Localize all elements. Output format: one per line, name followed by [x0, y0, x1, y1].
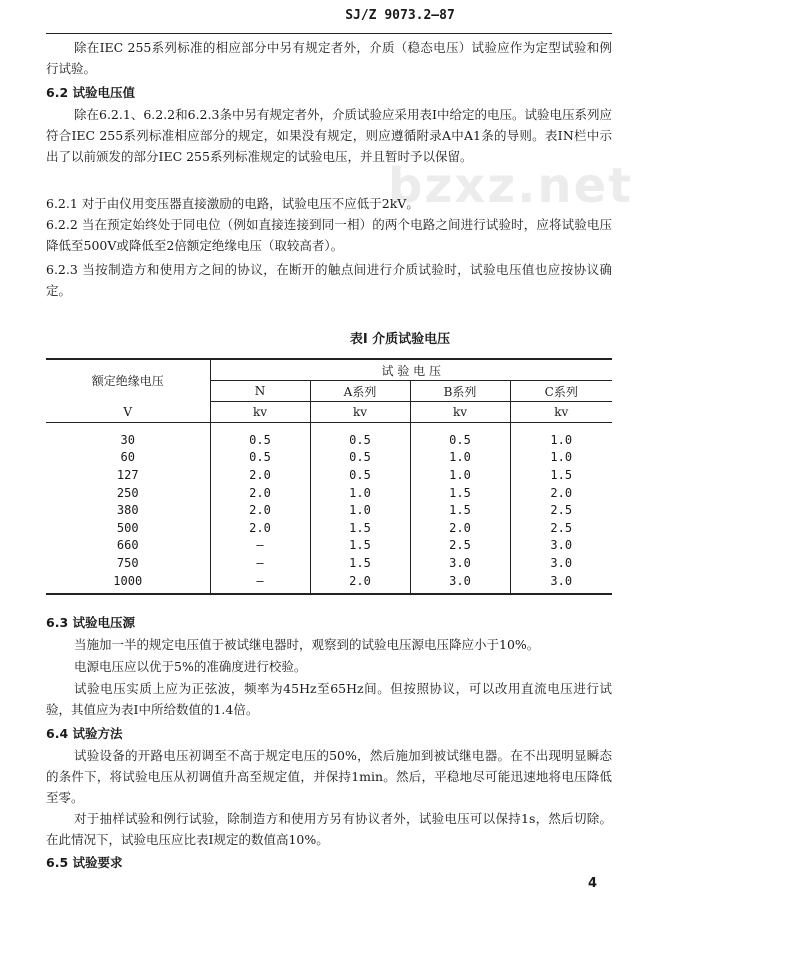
header-test-voltage: 试 验 电 压 — [210, 359, 612, 381]
section-6-4-para-1: 试验设备的开路电压初调至不高于规定电压的50%，然后施加到被试继电器。在不出现明显瞬态的条件下，将试验电压从初调值升高至规定值，并保持1min。然后，平稳地尽可能迅速地将电压降低至零。 — [46, 748, 612, 805]
cell-n: — — [210, 537, 310, 555]
table-row — [46, 572, 612, 595]
cell-a: 2.0 — [310, 572, 410, 595]
unit-c: kv — [510, 402, 612, 423]
section-6-2-body: 除在6.2.1、6.2.2和6.2.3条中另有规定者外，介质试验应采用表Ⅰ中给定的电压。试验电压系列应符合IEC 255系列标准相应部分的规定，如果没有规定，则应遵循附录A中A1条的导则。表ⅠN栏中示出了以前颁发的部分IEC 255系列标准规定的试验电压，并且暂时予以保留。 — [46, 107, 612, 164]
cell-b: 1.5 — [410, 501, 510, 519]
cell-n: 2.0 — [210, 466, 310, 484]
cell-a: 1.5 — [310, 519, 410, 537]
cell-b: 0.5 — [410, 423, 510, 449]
cell-c: 1.5 — [510, 466, 612, 484]
cell-a: 0.5 — [310, 449, 410, 467]
cell-b: 1.5 — [410, 484, 510, 502]
cell-a: 1.5 — [310, 554, 410, 572]
cell-c: 1.0 — [510, 449, 612, 467]
header-c-series: C系列 — [510, 381, 612, 402]
cell-voltage: 660 — [116, 538, 139, 553]
cell-voltage: 750 — [116, 555, 139, 570]
cell-c: 2.0 — [510, 484, 612, 502]
cell-c: 2.5 — [510, 519, 612, 537]
unit-v: V — [46, 402, 210, 423]
table-row — [46, 466, 612, 484]
table-row — [46, 554, 612, 572]
cell-n: 0.5 — [210, 449, 310, 467]
cell-b: 2.0 — [410, 519, 510, 537]
section-6-2-title: 6.2 试验电压值 — [46, 85, 135, 100]
table-row — [46, 449, 612, 467]
table-row — [46, 423, 612, 449]
cell-b: 1.0 — [410, 449, 510, 467]
section-6-2-1: 6.2.1 对于由仪用变压器直接激励的电路，试验电压不应低于2kV。 — [46, 196, 419, 211]
section-6-2-3: 6.2.3 当按制造方和使用方之间的协议，在断开的触点间进行介质试验时，试验电压值也应按协议确定。 — [46, 262, 612, 298]
header-a-series: A系列 — [310, 381, 410, 402]
unit-b: kv — [410, 402, 510, 423]
section-6-3-title: 6.3 试验电压源 — [46, 615, 135, 630]
cell-c: 3.0 — [510, 554, 612, 572]
section-6-4-para-2: 对于抽样试验和例行试验，除制造方和使用方另有协议者外，试验电压可以保持1s，然后切除。在此情况下，试验电压应比表Ⅰ规定的数值高10%。 — [46, 811, 612, 847]
page-header: SJ/Z 9073.2—87 — [345, 8, 455, 23]
cell-b: 1.0 — [410, 466, 510, 484]
table-row — [46, 537, 612, 555]
table-row — [46, 501, 612, 519]
cell-b: 3.0 — [410, 554, 510, 572]
unit-a: kv — [310, 402, 410, 423]
header-rated-voltage: 额定绝缘电压 — [46, 359, 210, 402]
header-n: N — [210, 381, 310, 402]
watermark: bzxz.net — [388, 158, 634, 214]
cell-voltage: 250 — [116, 485, 139, 500]
table-row — [46, 519, 612, 537]
cell-b: 2.5 — [410, 537, 510, 555]
cell-voltage: 500 — [116, 520, 139, 535]
cell-n: 2.0 — [210, 484, 310, 502]
header-rule — [46, 33, 612, 34]
cell-a: 1.0 — [310, 484, 410, 502]
cell-c: 1.0 — [510, 423, 612, 449]
cell-a: 0.5 — [310, 423, 410, 449]
header-b-series: B系列 — [410, 381, 510, 402]
cell-a: 0.5 — [310, 466, 410, 484]
unit-n: kv — [210, 402, 310, 423]
cell-a: 1.5 — [310, 537, 410, 555]
page-number: 4 — [588, 876, 598, 891]
intro-paragraph: 除在IEC 255系列标准的相应部分中另有规定者外，介质（稳态电压）试验应作为定型试验和例行试验。 — [46, 40, 612, 76]
cell-voltage: 380 — [116, 503, 139, 518]
cell-n: 0.5 — [210, 423, 310, 449]
table-caption: 表Ⅰ 介质试验电压 — [349, 332, 451, 347]
cell-n: — — [210, 572, 310, 595]
section-6-4-title: 6.4 试验方法 — [46, 726, 123, 741]
section-6-3-para-3: 试验电压实质上应为正弦波，频率为45Hz至65Hz间。但按照协议，可以改用直流电压进行试验，其值应为表Ⅰ中所给数值的1.4倍。 — [46, 681, 612, 717]
dielectric-test-voltage-table — [46, 358, 612, 595]
cell-voltage: 60 — [120, 450, 135, 465]
cell-b: 3.0 — [410, 572, 510, 595]
cell-n: 2.0 — [210, 519, 310, 537]
section-6-3-para-1: 当施加一半的规定电压值于被试继电器时，观察到的试验电压源电压降应小于10%。 — [74, 637, 540, 652]
cell-c: 3.0 — [510, 572, 612, 595]
cell-voltage: 30 — [120, 432, 135, 447]
section-6-3-para-2: 电源电压应以优于5%的准确度进行校验。 — [74, 659, 307, 674]
section-6-2-2: 6.2.2 当在预定始终处于同电位（例如直接连接到同一相）的两个电路之间进行试验时，应将试验电压降低至500V或降低至2倍额定绝缘电压（取较高者）。 — [46, 217, 612, 253]
cell-c: 2.5 — [510, 501, 612, 519]
table-row — [46, 484, 612, 502]
cell-c: 3.0 — [510, 537, 612, 555]
cell-voltage: 127 — [116, 467, 139, 482]
section-6-5-title: 6.5 试验要求 — [46, 855, 123, 870]
cell-n: — — [210, 554, 310, 572]
cell-a: 1.0 — [310, 501, 410, 519]
cell-voltage: 1000 — [46, 572, 210, 595]
cell-n: 2.0 — [210, 501, 310, 519]
